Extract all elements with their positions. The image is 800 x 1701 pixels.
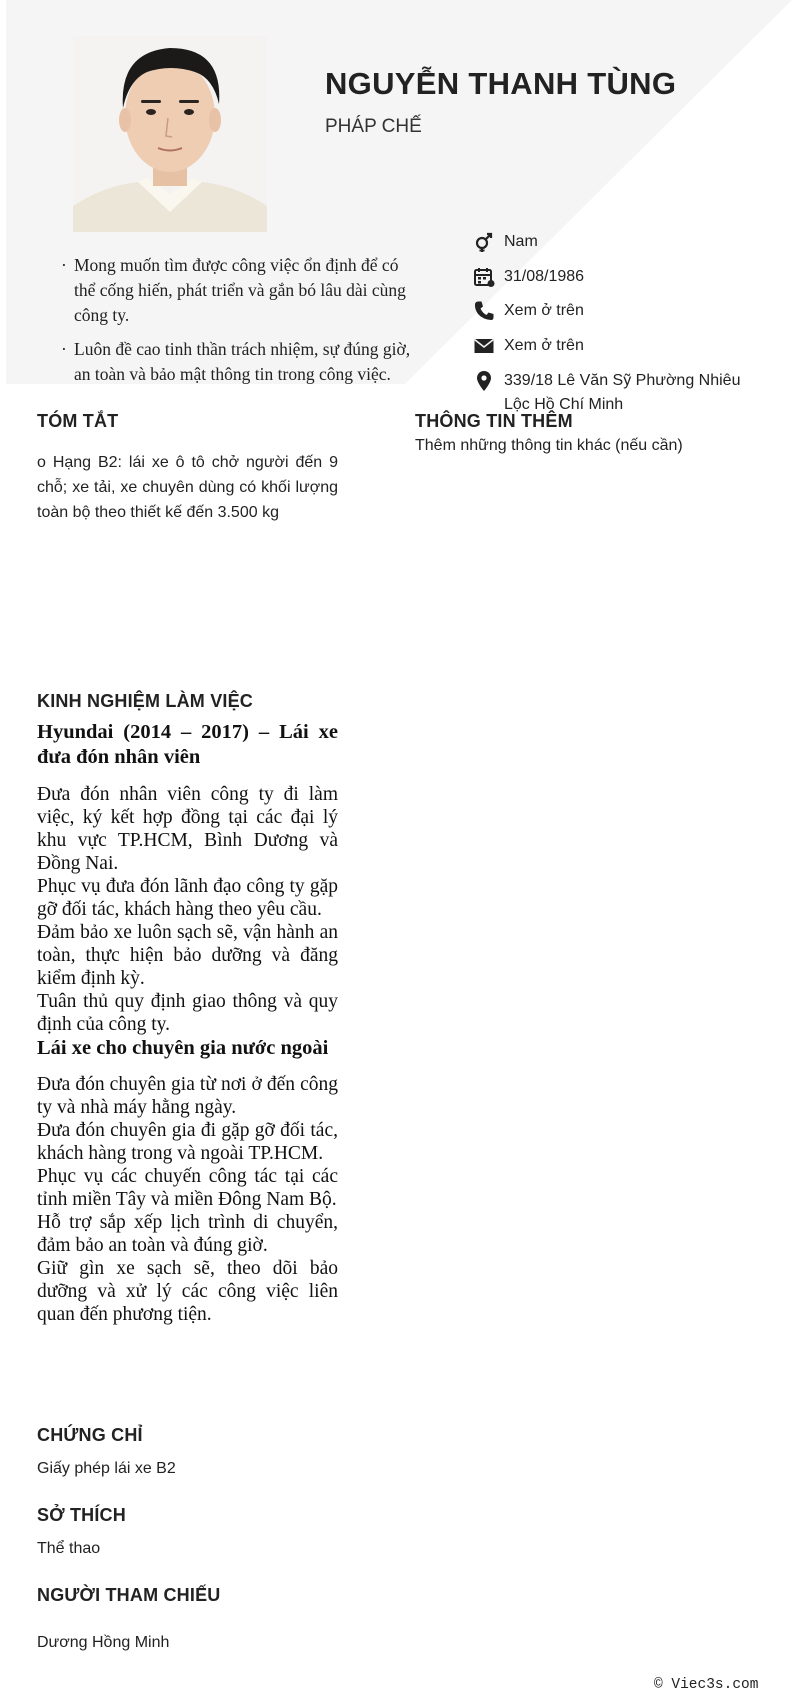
address-row — [472, 369, 754, 417]
certificates-text: Giấy phép lái xe B2 — [37, 1460, 176, 1477]
objective-item: · Mong muốn tìm được công việc ổn định để có thể cống hiến, phát triển và gắn bó lâu dài cùng công ty. — [54, 253, 414, 328]
summary-heading: TÓM TẮT — [37, 411, 119, 431]
gender-row — [472, 230, 754, 254]
job-heading: Lái xe cho chuyên gia nước ngoài — [37, 1037, 329, 1059]
job-duty: Phục vụ đưa đón lãnh đạo công ty gặp gỡ đối tác, khách hàng theo yêu cầu. — [37, 876, 338, 920]
job-title: PHÁP CHẾ — [325, 116, 422, 137]
job-duty: Đảm bảo xe luôn sạch sẽ, vận hành an toàn, thực hiện bảo dưỡng và đăng kiểm định kỳ. — [37, 922, 338, 989]
gender-value: Nam — [504, 233, 538, 250]
gender-icon — [472, 230, 496, 254]
birthday-value: 31/08/1986 — [504, 268, 585, 285]
additional-info-text: Thêm những thông tin khác (nếu cần) — [415, 437, 683, 454]
hobbies-text: Thể thao — [37, 1540, 101, 1557]
phone-value: Xem ở trên — [504, 302, 584, 319]
job-duty: Giữ gìn xe sạch sẽ, theo dõi bảo dưỡng và xử lý các công việc liên quan đến phương tiện. — [37, 1258, 338, 1325]
calendar-icon — [472, 265, 496, 289]
career-objective-list — [54, 253, 414, 396]
job-duty: Tuân thủ quy định giao thông và quy định của công ty. — [37, 991, 338, 1035]
job-duty: Phục vụ các chuyến công tác tại các tỉnh miền Tây và miền Đông Nam Bộ. — [37, 1166, 338, 1210]
job-heading: Hyundai (2014 – 2017) – Lái xe đưa đón nhân viên — [37, 721, 338, 768]
objective-item: · Luôn đề cao tinh thần trách nhiệm, sự đúng giờ, an toàn và bảo mật thông tin trong công việc. — [54, 337, 414, 387]
certificates-heading: CHỨNG CHỈ — [37, 1425, 143, 1445]
job-duty: Đưa đón nhân viên công ty đi làm việc, ký kết hợp đồng tại các đại lý khu vực TP.HCM, Bình Dương và Đồng Nai. — [37, 784, 338, 874]
job-duty: Hỗ trợ sắp xếp lịch trình di chuyển, đảm bảo an toàn và đúng giờ. — [37, 1212, 338, 1256]
candidate-name: NGUYỄN THANH TÙNG — [325, 66, 677, 101]
portrait-illustration — [73, 36, 267, 232]
experience-section — [37, 720, 338, 1326]
job-duty: Đưa đón chuyên gia đi gặp gỡ đối tác, khách hàng trong và ngoài TP.HCM. — [37, 1120, 338, 1164]
references-heading: NGƯỜI THAM CHIẾU — [37, 1585, 221, 1605]
job-duty: Đưa đón chuyên gia từ nơi ở đến công ty và nhà máy hằng ngày. — [37, 1074, 338, 1118]
mail-icon — [472, 334, 496, 358]
hobbies-heading: SỞ THÍCH — [37, 1505, 126, 1525]
watermark: © Viec3s.com — [654, 1677, 759, 1693]
references-text: Dương Hồng Minh — [37, 1634, 170, 1651]
summary-text: o Hạng B2: lái xe ô tô chở người đến 9 chỗ; xe tải, xe chuyên dùng có khối lượng toàn bộ theo thiết kế đến 3.500 kg — [37, 454, 338, 521]
address-value: 339/18 Lê Văn Sỹ Phường Nhiêu Lộc Hồ Chí Minh — [504, 372, 741, 413]
experience-heading: KINH NGHIỆM LÀM VIỆC — [37, 691, 254, 711]
profile-photo — [73, 36, 267, 232]
phone-icon — [472, 299, 496, 323]
email-value: Xem ở trên — [504, 337, 584, 354]
birthday-row — [472, 265, 754, 289]
phone-row — [472, 299, 754, 323]
additional-info-heading: THÔNG TIN THÊM — [415, 411, 573, 431]
location-pin-icon — [472, 369, 496, 393]
email-row — [472, 334, 754, 358]
